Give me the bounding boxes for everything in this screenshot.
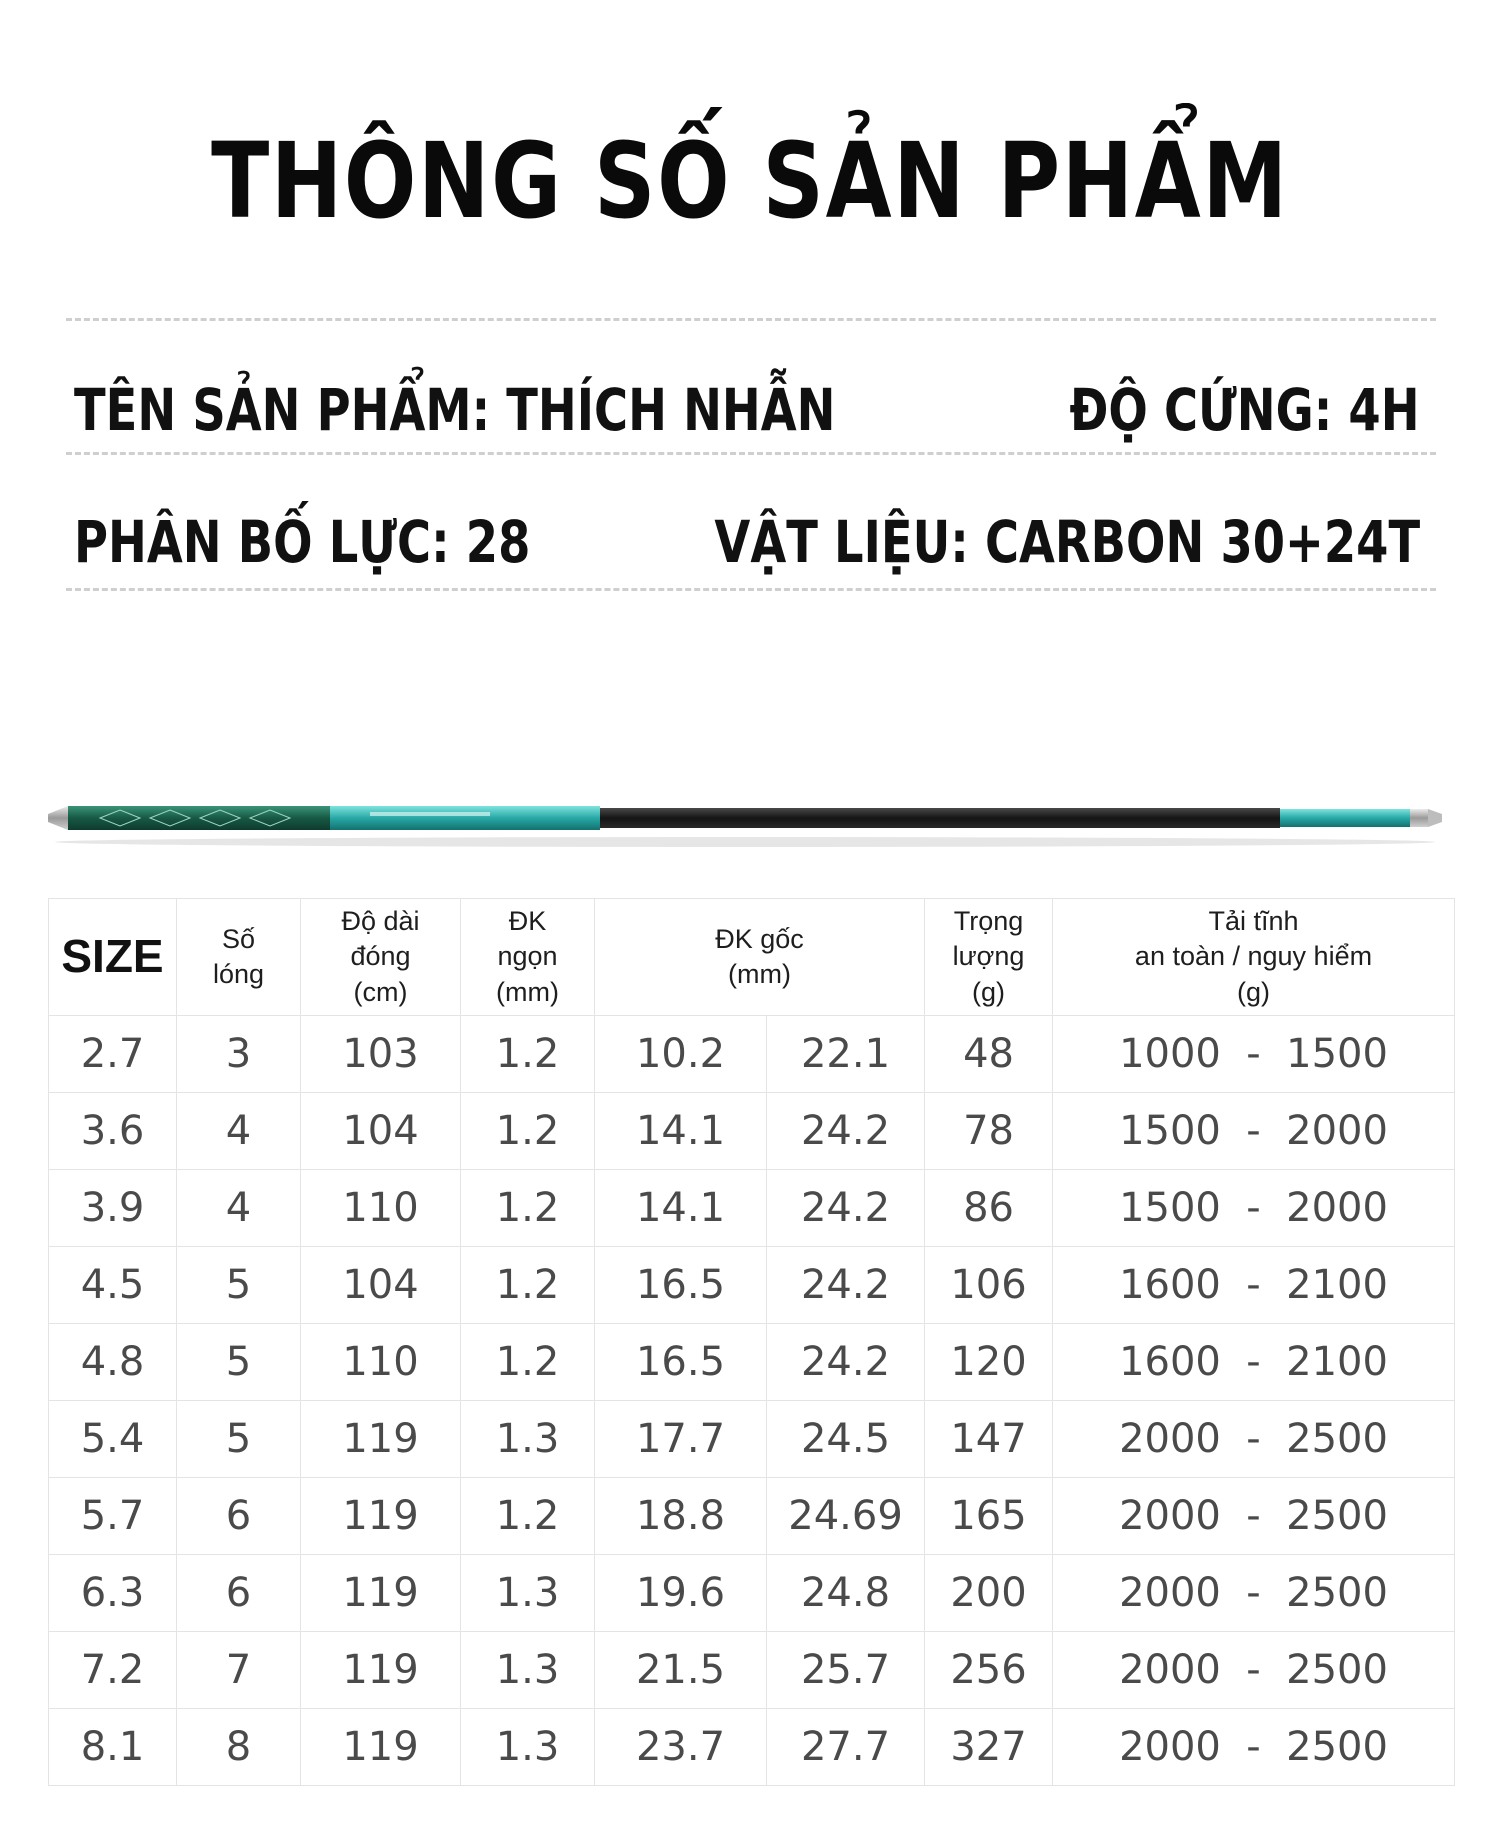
cell-base-b: 24.8 — [767, 1555, 925, 1632]
header-closed-length — [301, 899, 461, 1016]
cell-closed: 104 — [301, 1093, 461, 1170]
cell-tip: 1.2 — [461, 1247, 595, 1324]
cell-size: 5.7 — [49, 1478, 177, 1555]
cell-base-a: 17.7 — [595, 1401, 767, 1478]
divider — [66, 588, 1436, 591]
cell-tip: 1.3 — [461, 1632, 595, 1709]
cell-base-b: 24.2 — [767, 1324, 925, 1401]
cell-closed: 119 — [301, 1478, 461, 1555]
cell-base-a: 23.7 — [595, 1709, 767, 1786]
table-header-row — [49, 899, 1455, 1016]
cell-closed: 119 — [301, 1401, 461, 1478]
header-line: Trọng — [953, 906, 1024, 937]
cell-base-b: 24.5 — [767, 1401, 925, 1478]
cell-weight: 165 — [925, 1478, 1053, 1555]
cell-size: 7.2 — [49, 1632, 177, 1709]
divider — [66, 318, 1436, 321]
cell-closed: 110 — [301, 1324, 461, 1401]
product-name: TÊN SẢN PHẨM: THÍCH NHẪN — [74, 376, 836, 444]
cell-base-a: 19.6 — [595, 1555, 767, 1632]
header-line: Số — [221, 923, 256, 954]
cell-load: 2000 - 2500 — [1053, 1632, 1455, 1709]
header-static-load — [1053, 899, 1455, 1016]
cell-tip: 1.2 — [461, 1170, 595, 1247]
header-segments — [177, 899, 301, 1016]
table-row — [49, 1016, 1455, 1093]
cell-load: 2000 - 2500 — [1053, 1709, 1455, 1786]
cell-base-b: 27.7 — [767, 1709, 925, 1786]
cell-tip: 1.3 — [461, 1709, 595, 1786]
header-line: Tải tĩnh — [1208, 906, 1299, 937]
cell-closed: 119 — [301, 1709, 461, 1786]
cell-segments: 3 — [177, 1016, 301, 1093]
cell-base-a: 21.5 — [595, 1632, 767, 1709]
cell-segments: 5 — [177, 1324, 301, 1401]
cell-segments: 5 — [177, 1247, 301, 1324]
header-line: Độ dài — [341, 906, 420, 937]
cell-size: 4.5 — [49, 1247, 177, 1324]
cell-tip: 1.2 — [461, 1478, 595, 1555]
cell-base-b: 22.1 — [767, 1016, 925, 1093]
cell-load: 1500 - 2000 — [1053, 1170, 1455, 1247]
table-row — [49, 1093, 1455, 1170]
cell-size: 2.7 — [49, 1016, 177, 1093]
header-line: (g) — [972, 976, 1006, 1007]
page-title: THÔNG SỐ SẢN PHẨM — [211, 120, 1289, 242]
cell-tip: 1.2 — [461, 1324, 595, 1401]
cell-closed: 103 — [301, 1016, 461, 1093]
cell-weight: 78 — [925, 1093, 1053, 1170]
table-row — [49, 1632, 1455, 1709]
cell-base-a: 14.1 — [595, 1170, 767, 1247]
table-row — [49, 1401, 1455, 1478]
cell-closed: 119 — [301, 1632, 461, 1709]
header-line: (mm) — [496, 976, 559, 1007]
cell-load: 2000 - 2500 — [1053, 1478, 1455, 1555]
cell-load: 1000 - 1500 — [1053, 1016, 1455, 1093]
cell-segments: 6 — [177, 1555, 301, 1632]
cell-weight: 327 — [925, 1709, 1053, 1786]
cell-tip: 1.2 — [461, 1093, 595, 1170]
cell-base-a: 16.5 — [595, 1247, 767, 1324]
cell-load: 1600 - 2100 — [1053, 1247, 1455, 1324]
cell-load: 1500 - 2000 — [1053, 1093, 1455, 1170]
cell-weight: 147 — [925, 1401, 1053, 1478]
header-line: (cm) — [353, 976, 408, 1007]
cell-segments: 5 — [177, 1401, 301, 1478]
cell-base-a: 10.2 — [595, 1016, 767, 1093]
header-weight — [925, 899, 1053, 1016]
cell-weight: 256 — [925, 1632, 1053, 1709]
cell-base-b: 24.2 — [767, 1247, 925, 1324]
cell-weight: 106 — [925, 1247, 1053, 1324]
hardness: ĐỘ CỨNG: 4H — [1069, 376, 1420, 444]
cell-size: 3.9 — [49, 1170, 177, 1247]
header-size: SIZE — [49, 899, 177, 1016]
cell-base-b: 25.7 — [767, 1632, 925, 1709]
divider — [66, 452, 1436, 455]
cell-segments: 4 — [177, 1093, 301, 1170]
cell-segments: 7 — [177, 1632, 301, 1709]
cell-base-b: 24.2 — [767, 1170, 925, 1247]
cell-base-b: 24.2 — [767, 1093, 925, 1170]
header-tip-diameter — [461, 899, 595, 1016]
cell-base-a: 18.8 — [595, 1478, 767, 1555]
cell-segments: 4 — [177, 1170, 301, 1247]
cell-size: 5.4 — [49, 1401, 177, 1478]
cell-tip: 1.2 — [461, 1016, 595, 1093]
cell-weight: 200 — [925, 1555, 1053, 1632]
table-row — [49, 1709, 1455, 1786]
cell-load: 2000 - 2500 — [1053, 1401, 1455, 1478]
cell-weight: 120 — [925, 1324, 1053, 1401]
header-line: ĐK — [508, 906, 547, 937]
cell-load: 2000 - 2500 — [1053, 1555, 1455, 1632]
fishing-rod-image — [40, 790, 1450, 850]
cell-segments: 8 — [177, 1709, 301, 1786]
header-line: đóng — [350, 941, 411, 972]
header-line: (g) — [1237, 976, 1271, 1007]
cell-base-b: 24.69 — [767, 1478, 925, 1555]
material: VẬT LIỆU: CARBON 30+24T — [714, 508, 1420, 576]
cell-closed: 119 — [301, 1555, 461, 1632]
header-line: ngọn — [497, 941, 558, 972]
table-body — [49, 1016, 1455, 1786]
table-row — [49, 1170, 1455, 1247]
header-line: (mm) — [728, 959, 791, 989]
header-line: lượng — [952, 941, 1025, 972]
header-line: ĐK gốc — [715, 923, 804, 954]
table-row — [49, 1324, 1455, 1401]
cell-base-a: 16.5 — [595, 1324, 767, 1401]
cell-closed: 104 — [301, 1247, 461, 1324]
table-row — [49, 1247, 1455, 1324]
cell-size: 8.1 — [49, 1709, 177, 1786]
cell-size: 3.6 — [49, 1093, 177, 1170]
cell-tip: 1.3 — [461, 1555, 595, 1632]
force-distribution: PHÂN BỐ LỰC: 28 — [74, 508, 531, 576]
cell-base-a: 14.1 — [595, 1093, 767, 1170]
header-line: an toàn / nguy hiểm — [1134, 941, 1373, 972]
spec-table — [48, 898, 1455, 1786]
cell-size: 4.8 — [49, 1324, 177, 1401]
cell-segments: 6 — [177, 1478, 301, 1555]
table-row — [49, 1478, 1455, 1555]
header-base-diameter — [595, 899, 925, 1016]
table-row — [49, 1555, 1455, 1632]
cell-tip: 1.3 — [461, 1401, 595, 1478]
cell-size: 6.3 — [49, 1555, 177, 1632]
cell-closed: 110 — [301, 1170, 461, 1247]
header-line: lóng — [212, 959, 265, 989]
cell-weight: 48 — [925, 1016, 1053, 1093]
cell-weight: 86 — [925, 1170, 1053, 1247]
cell-load: 1600 - 2100 — [1053, 1324, 1455, 1401]
